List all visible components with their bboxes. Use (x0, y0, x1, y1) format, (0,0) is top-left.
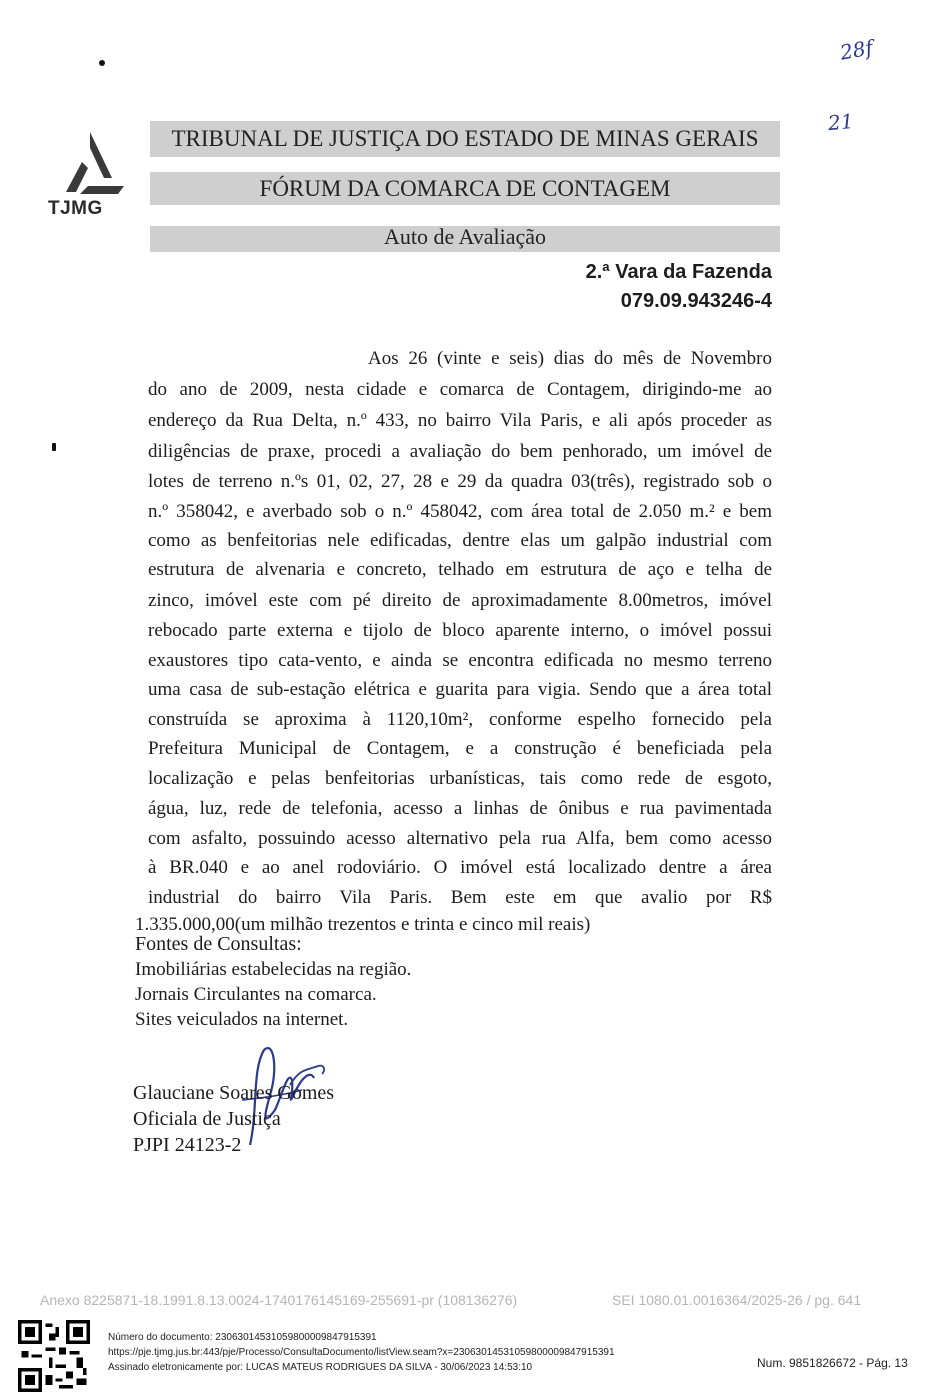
source-item: Sites veiculados na internet. (135, 1009, 349, 1030)
body-line: uma casa de sub-estação elétrica e guarita para vigia. Sendo que a área total (148, 679, 772, 700)
scan-mark (52, 443, 56, 451)
signer-role: Oficiala de Justiça (133, 1108, 281, 1130)
court-title: TRIBUNAL DE JUSTIÇA DO ESTADO DE MINAS GERAIS (150, 121, 780, 157)
annex-reference: Anexo 8225871-18.1991.8.13.0024-1740176145169-255691-pr (108136276) (40, 1292, 518, 1308)
body-line: exaustores tipo cata-vento, e ainda se encontra edificada no mesmo terreno (148, 650, 772, 671)
body-line: água, luz, rede de telefonia, acesso a linhas de ônibus e rua pavimentada (148, 798, 772, 819)
document-url[interactable]: https://pje.tjmg.jus.br:443/pje/Processo/ConsultaDocumento/listView.seam?x=23063014531059800009847915391 (108, 1347, 615, 1358)
signature-metadata (108, 1330, 615, 1375)
signature-block (133, 1080, 334, 1158)
qr-code-icon (18, 1320, 90, 1392)
source-item: Jornais Circulantes na comarca. (135, 984, 377, 1005)
body-line: Aos 26 (vinte e seis) dias do mês de Novembro (368, 348, 772, 369)
process-number: 079.09.943246-4 (620, 290, 772, 312)
body-line: estrutura de alvenaria e concreto, telhado em estrutura de aço e telha de (148, 559, 772, 580)
body-line: endereço da Rua Delta, n.º 433, no bairro Vila Paris, e ali após proceder as (148, 410, 772, 431)
signer-name: Glauciane Soares Gomes (133, 1082, 335, 1104)
body-line: rebocado parte externa e tijolo de bloco aparente interno, o imóvel possui (148, 620, 772, 641)
body-line: do ano de 2009, nesta cidade e comarca de Contagem, dirigindo-me ao (148, 379, 772, 400)
document-type: Auto de Avaliação (150, 226, 780, 252)
forum-title: FÓRUM DA COMARCA DE CONTAGEM (150, 172, 780, 205)
vara-block (586, 258, 772, 316)
signed-by: Assinado eletronicamente por: LUCAS MATEUS RODRIGUES DA SILVA - 30/06/2023 14:53:10 (108, 1362, 533, 1373)
page-number: Num. 9851826672 - Pág. 13 (757, 1356, 908, 1370)
body-line: localização e pelas benfeitorias urbanísticas, tais como rede de esgoto, (148, 768, 772, 789)
logo-text: TJMG (48, 198, 103, 219)
body-line: 1.335.000,00(um milhão trezentos e trinta e cinco mil reais) (135, 914, 591, 935)
body-line: como as benfeitorias nele edificadas, dentre elas um galpão industrial com (148, 530, 772, 551)
vara-name: 2.ª Vara da Fazenda (585, 261, 772, 283)
signer-id: PJPI 24123-2 (133, 1134, 242, 1156)
sei-reference: SEI 1080.01.0016364/2025-26 / pg. 641 (612, 1292, 862, 1308)
margin-note-1: 28f (838, 35, 875, 65)
body-line: Prefeitura Municipal de Contagem, e a construção é beneficiada pela (148, 738, 772, 759)
document-number: Número do documento: 23063014531059800009847915391 (108, 1332, 377, 1343)
body-line: com asfalto, possuindo acesso alternativo pela rua Alfa, bem como acesso (148, 828, 772, 849)
body-line: zinco, imóvel este com pé direito de aproximadamente 8.00metros, imóvel (148, 590, 772, 611)
body-line: construída se aproxima à 1120,10m², conforme espelho fornecido pela (148, 709, 772, 730)
body-line: lotes de terreno n.ºs 01, 02, 27, 28 e 29 da quadra 03(três), registrado sob o (148, 471, 772, 492)
source-item: Imobiliárias estabelecidas na região. (135, 959, 412, 980)
body-line: diligências de praxe, procedi a avaliação do bem penhorado, um imóvel de (148, 441, 772, 462)
body-line: n.º 358042, e averbado sob o n.º 458042, com área total de 2.050 m.² e bem (148, 501, 772, 522)
margin-note-2: 21 (827, 108, 855, 136)
scan-mark (99, 60, 105, 66)
sources-block (135, 932, 411, 1032)
body-line: à BR.040 e ao anel rodoviário. O imóvel está localizado dentre a área (148, 857, 772, 878)
body-line: industrial do bairro Vila Paris. Bem este em que avalio por R$ (148, 887, 772, 908)
sources-heading: Fontes de Consultas: (135, 933, 302, 955)
